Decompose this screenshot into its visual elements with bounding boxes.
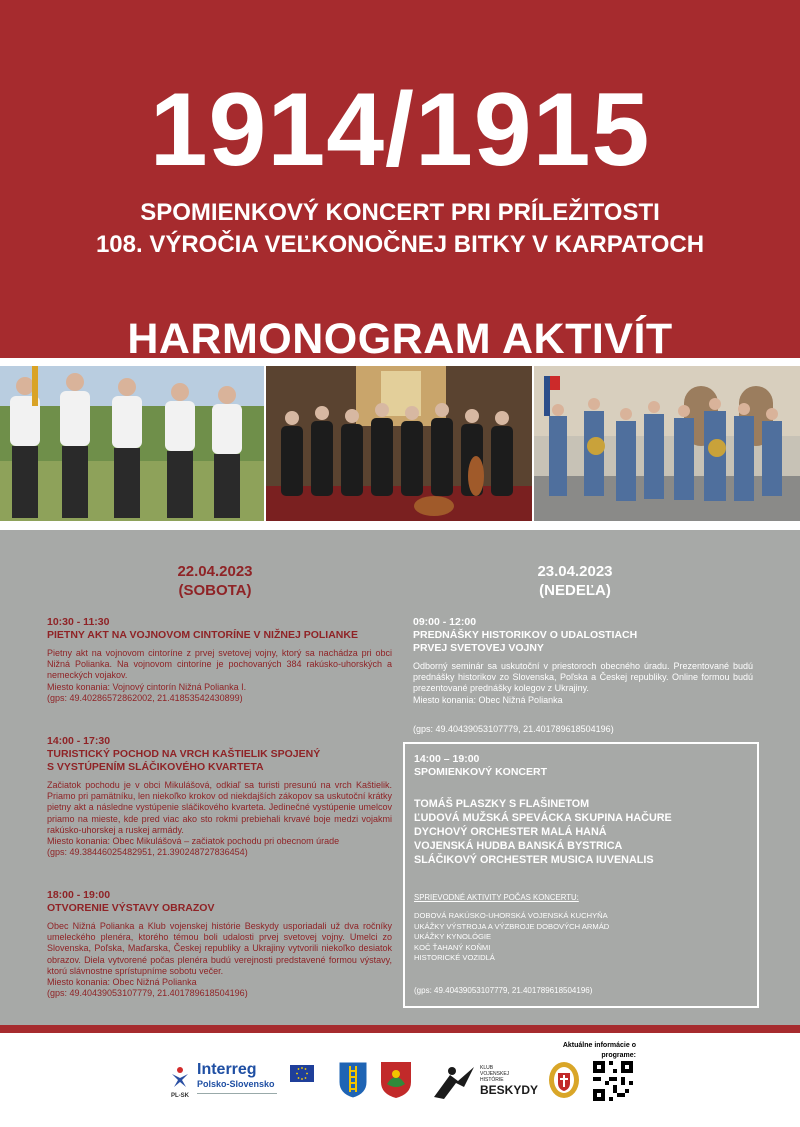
accompanying-list: [414, 911, 749, 964]
poster-subtitle: [0, 197, 800, 261]
event-title-line-1: TURISTICKÝ POCHOD NA VRCH KAŠTIELIK SPOJENÝ: [47, 748, 321, 760]
plsk-label: PL-SK: [171, 1093, 189, 1099]
day-saturday-weekday: (SOBOTA): [178, 582, 252, 599]
concert-title: SPOMIENKOVÝ KONCERT: [414, 766, 548, 778]
day-saturday-heading: [110, 562, 320, 600]
event-hiking-march: [47, 735, 392, 858]
eu-flag-icon: [290, 1065, 314, 1082]
schedule-panel: [0, 530, 800, 1025]
event-description: Odborný seminár sa uskutoční v priestoroch obecného úradu. Prezentované budú prednášky historikov zo Slovenska, Poľska a Českej republiky. Online formou budú prezentované prednášky kolegov z Ukrajiny.: [413, 661, 753, 694]
event-title-line-2: PRVEJ SVETOVEJ VOJNY: [413, 642, 544, 654]
event-gps: (gps: 49.40286572862002, 21.41853542430899): [47, 692, 243, 703]
accompanying-item: KOČ ŤAHANÝ KOŇMI: [414, 942, 491, 952]
accompanying-item: DOBOVÁ RAKÚSKO-UHORSKÁ VOJENSKÁ KUCHYŇA: [414, 911, 608, 920]
photo-strip: [0, 366, 800, 521]
coat-of-arms-red-icon: [379, 1060, 413, 1100]
event-title-line-1: PREDNÁŠKY HISTORIKOV O UDALOSTIACH: [413, 629, 638, 641]
footer-logos: [0, 1033, 800, 1127]
photo-military-band: [534, 366, 800, 521]
event-description: Začiatok pochodu je v obci Mikulášová, odkiaľ sa turisti presunú na vrch Kaštielik. Priamo pri pamätníku, len niekoľko krokov od niekdajších zákopov sa uskutoční krátky pietny akt a následne vystúpenie sláčikového kvarteta. Jedinečné vystúpenie umelcov priamo na mieste, kde pred viac ako sto rokmi prebiehali krvavé boje medzi vojakmi rakúsko-uhorskej a ruskej armády.: [47, 780, 392, 835]
plsk-logo: [168, 1066, 192, 1098]
event-location: Miesto konania: Vojnový cintorín Nižná Polianka I.: [47, 681, 247, 692]
club-small-2: VOJENSKEJ: [480, 1071, 510, 1077]
accompanying-item: HISTORICKÉ VOZIDLÁ: [414, 953, 495, 963]
interreg-logo: [197, 1061, 287, 1101]
event-title: OTVORENIE VÝSTAVY OBRAZOV: [47, 902, 215, 914]
footer-divider: [0, 1025, 800, 1033]
concert-gps: (gps: 49.40439053107779, 21.401789618504196): [414, 985, 593, 995]
interreg-sub: Polsko-Slovensko: [197, 1079, 275, 1089]
hero-banner: [0, 0, 800, 363]
event-time: 09:00 - 12:00: [413, 616, 477, 628]
event-historian-lectures: [413, 616, 753, 735]
beskydy-soldier-icon: [430, 1063, 478, 1103]
performer-list: [414, 797, 749, 867]
concert-box: [403, 742, 759, 1008]
event-gps: (gps: 49.38446025482951, 21.390248727836454): [47, 847, 248, 858]
event-location: Miesto konania: Obec Nižná Polianka: [47, 977, 197, 988]
accompanying-item: UKÁŽKY VÝSTROJA A VÝZBROJE DOBOVÝCH ARMÁD: [414, 921, 610, 931]
accompanying-title: SPRIEVODNÉ AKTIVITY POČAS KONCERTU:: [414, 893, 579, 902]
club-small-1: KLUB: [480, 1065, 494, 1071]
poster-title: 1914/1915: [149, 72, 651, 188]
day-sunday-date: 23.04.2023: [537, 563, 613, 580]
photo-folk-singers: [0, 366, 264, 521]
event-description: Pietny akt na vojnovom cintoríne z prvej svetovej vojny, ktorý sa nachádza pri obci Nižná Polianka. Na vojnovom cintoríne je pochovaných 384 rakúsko-uhorských a nemeckých vojakov.: [47, 648, 392, 681]
event-time: 14:00 - 17:30: [47, 735, 111, 747]
qr-code-icon[interactable]: [593, 1061, 633, 1101]
military-emblem-icon: [548, 1061, 580, 1099]
event-gps: (gps: 49.40439053107779, 21.401789618504196): [413, 723, 614, 734]
event-location: Miesto konania: Obec Mikulášová – začiatok pochodu pri obecnom úrade: [47, 836, 340, 847]
event-gps: (gps: 49.40439053107779, 21.401789618504196): [47, 988, 248, 999]
performer-item: SLÁČIKOVÝ ORCHESTER MUSICA IUVENALIS: [414, 854, 654, 866]
interreg-label: Interreg: [197, 1061, 257, 1078]
event-title: PIETNY AKT NA VOJNOVOM CINTORÍNE V NIŽNEJ POLIANKE: [47, 629, 358, 641]
event-location: Miesto konania: Obec Nižná Polianka: [413, 694, 563, 705]
section-title: HARMONOGRAM AKTIVÍT: [127, 315, 673, 363]
day-sunday-weekday: (NEDEĽA): [539, 582, 611, 599]
beskydy-club-logo: [480, 1065, 550, 1105]
plsk-figure-icon: [168, 1066, 192, 1088]
event-time: 10:30 - 11:30: [47, 616, 110, 628]
event-exhibition-opening: [47, 889, 392, 999]
performer-item: VOJENSKÁ HUDBA BANSKÁ BYSTRICA: [414, 840, 623, 852]
performer-item: TOMÁŠ PLASZKY S FLAŠINETOM: [414, 798, 590, 810]
club-small-3: HISTÓRIE: [480, 1077, 504, 1083]
performer-item: ĽUDOVÁ MUŽSKÁ SPEVÁCKA SKUPINA HAČURE: [414, 812, 672, 824]
event-memorial-act: [47, 616, 392, 704]
concert-time: 14:00 – 19:00: [414, 753, 480, 765]
performer-item: DYCHOVÝ ORCHESTER MALÁ HANÁ: [414, 826, 607, 838]
subtitle-line-2: 108. VÝROČIA VEĽKONOČNEJ BITKY V KARPATOCH: [95, 231, 705, 258]
accompanying-item: UKÁŽKY KYNOLÓGIE: [414, 932, 492, 942]
club-name: BESKYDY: [480, 1083, 539, 1097]
info-label: Aktuálne informácie o programe:: [562, 1042, 636, 1059]
event-description: Obec Nižná Polianka a Klub vojenskej histórie Beskydy usporiadali už dva ročníky umeleckého plenéra, ktorého témou boli udalosti prvej svetovej vojny. Umelci zo Slovenska, Poľska, Maďarska, Českej republiky a Ukrajiny vytvorili niekoľko desiatok obrazov. Diela vytvorené počas plenéra budú verejnosti predstavené formou výstavy, ktorú slávnostne sprístupníme sobotu večer.: [47, 921, 392, 976]
day-saturday-date: 22.04.2023: [177, 563, 253, 580]
event-title-line-2: S VYSTÚPENÍM SLÁČIKOVÉHO KVARTETA: [47, 761, 264, 773]
subtitle-line-1: SPOMIENKOVÝ KONCERT PRI PRÍLEŽITOSTI: [140, 199, 660, 226]
event-time: 18:00 - 19:00: [47, 889, 111, 901]
photo-string-orchestra: [266, 366, 532, 521]
coat-of-arms-ladder-icon: [337, 1060, 369, 1100]
day-sunday-heading: [470, 562, 680, 600]
